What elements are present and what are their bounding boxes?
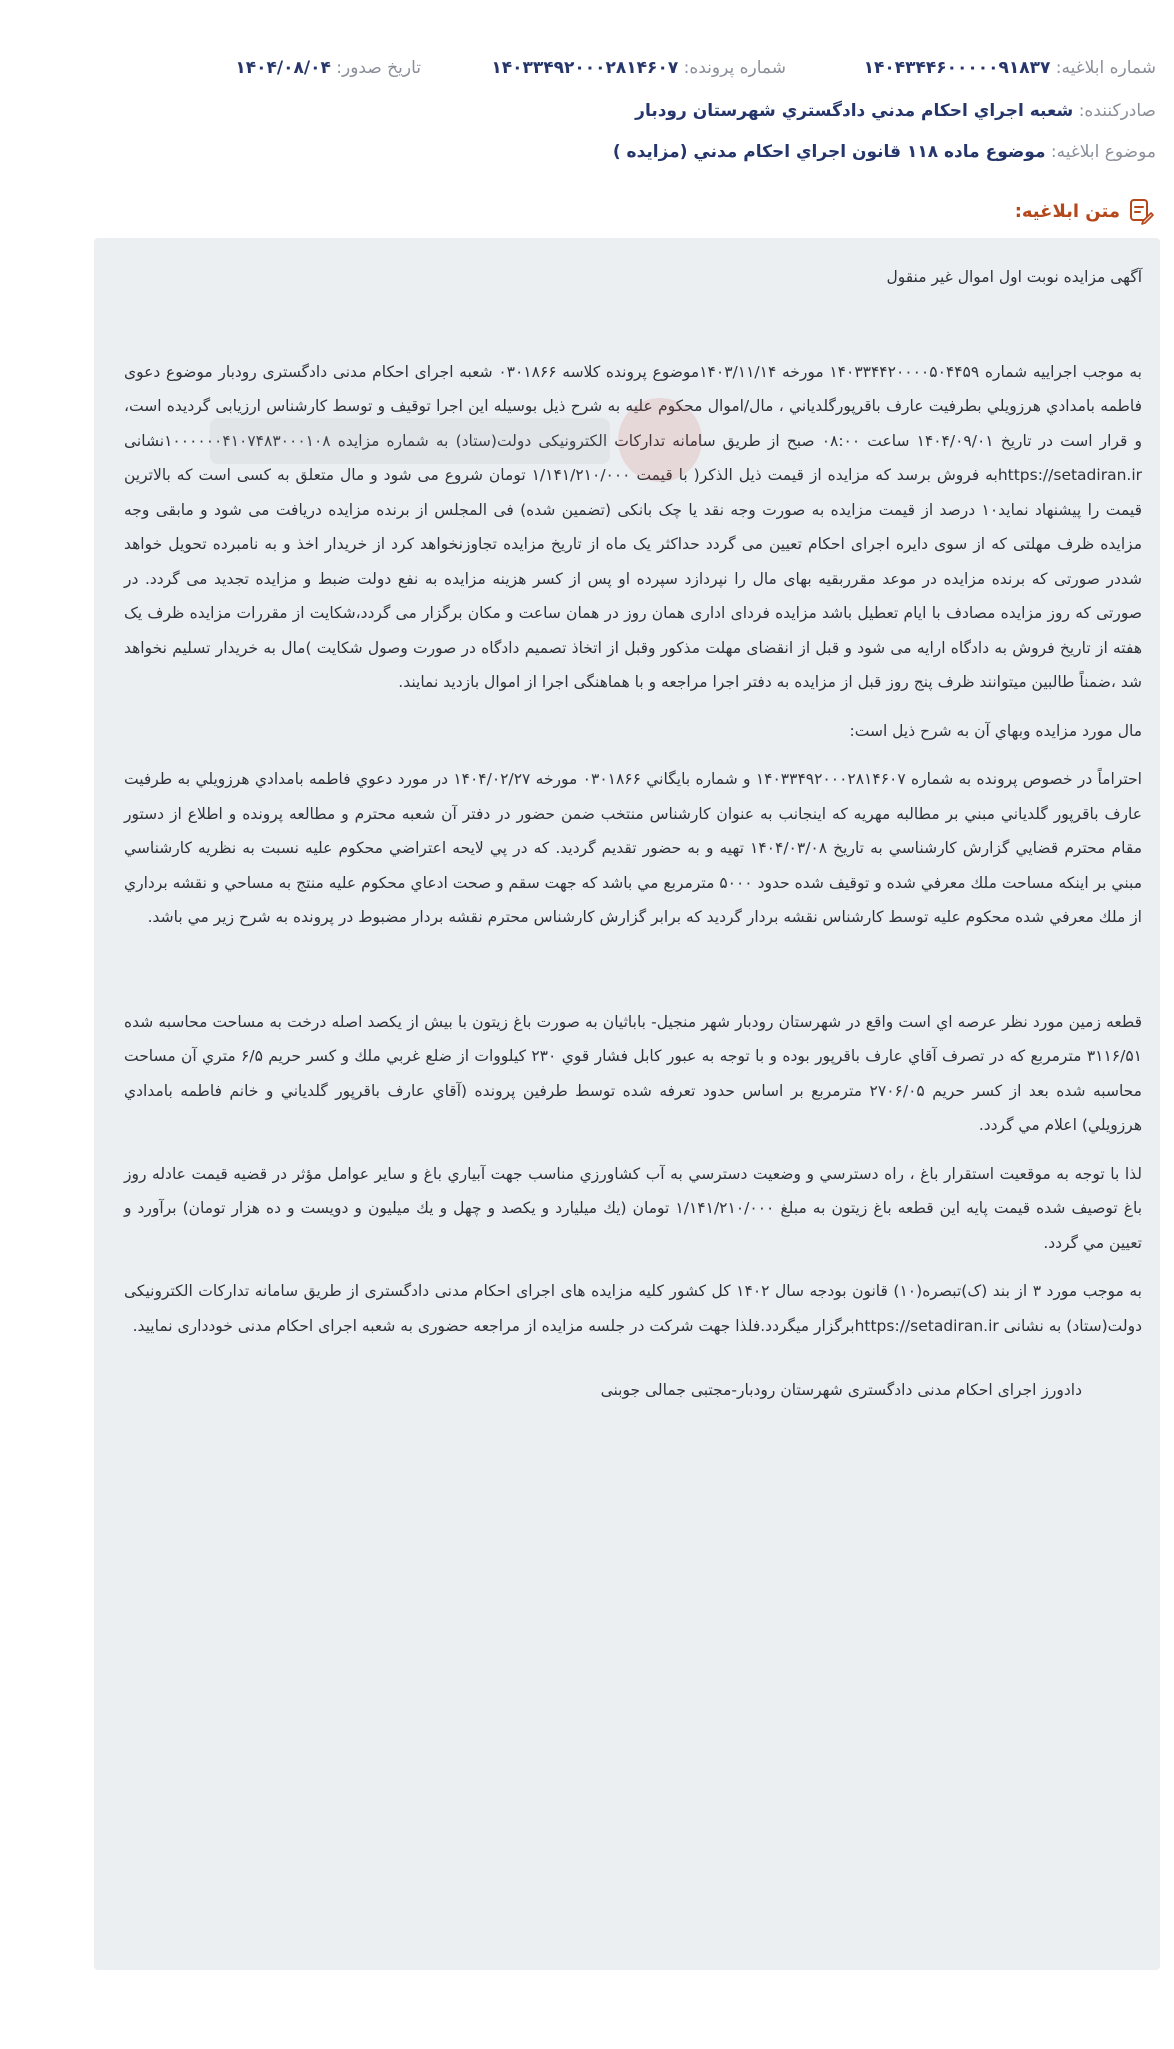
subject-label: موضوع ابلاغیه: bbox=[1050, 142, 1156, 162]
issue-date-value: ۱۴۰۴/۰۸/۰۴ bbox=[235, 58, 331, 78]
notice-text-title: متن ابلاغیه: bbox=[1014, 200, 1120, 222]
signature-line: دادورز اجرای احکام مدنی دادگستری شهرستان رودبار-مجتبی جمالی جوبنی bbox=[600, 1381, 1082, 1399]
paragraph-auction-terms: به موجب اجراییه شماره ۱۴۰۳۳۴۴۲۰۰۰۰۵۰۴۴۵۹ مورخه ۱۴۰۳/۱۱/۱۴موضوع پرونده کلاسه ۰۳۰۱۸۶۶ شعبه اجرای احکام مدنی دادگستری رودبار موضوع دعوی فاطمه بامدادي هرزويلي بطرفيت عارف باقرپورگلدياني ، مال/اموال محکوم علیه به شرح ذیل بوسیله این اجرا توقیف و توسط کارشناس ارزیابی گردیده است، و قرار است در تاریخ ۱۴۰۴/۰۹/۰۱ ساعت ۰۸:۰۰ صبح از طریق سامانه تدارکات الکترونیکی دولت(ستاد) به شماره مزایده ۱۰۰۰۰۰۰۴۱۰۷۴۸۳۰۰۰۱۰۸نشانی https://setadiran.irبه فروش برسد که مزایده از قیمت ذیل الذکر( با قیمت ۱/۱۴۱/۲۱۰/۰۰۰ تومان شروع می شود و مال متعلق به کسی است که بالاترین قیمت را پیشنهاد نماید۱۰ درصد از قیمت مزایده به صورت وجه نقد یا چک بانکی (تضمین شده) فی المجلس از برنده مزایده دریافت می شود و مابقی وجه مزایده ظرف مهلتی که از سوی دایره اجرای احکام تعیین می گردد حداکثر یک ماه از تاریخ مزایده تجاوزنخواهد کرد از خریدار اخذ و به نامبرده تحویل خواهد شددر صورتی که برنده مزایده در موعد مقرربقیه بهای مال را نپردازد سپرده او پس از کسر هزینه مزایده به نفع دولت ضبط و مزایده تجدید می گردد. در صورتی که روز مزایده مصادف با ایام تعطیل باشد مزایده فردای اداری همان روز در همان ساعت و مکان برگزار می گردد،شکایت از مقررات مزایده ظرف یک هفته از تاریخ فروش به دادگاه ارایه می شود و قبل از انقضای مهلت مذکور وقبل از اتخاذ تصمیم دادگاه در صورت وصول شکایت )مال به خریدار تسلیم نخواهد شد ،ضمناً طالبین میتوانند ظرف پنج روز قبل از مزایده به دفتر اجرا مراجعه و با هماهنگی اجرا از اموال بازدید نمایند. bbox=[124, 362, 1143, 691]
notice-number-field bbox=[864, 56, 1156, 80]
document-edit-icon bbox=[1128, 197, 1154, 225]
issue-date-label: تاریخ صدور: bbox=[336, 58, 421, 78]
case-number-field bbox=[491, 56, 786, 80]
issuer-value: شعبه اجراي احكام مدني دادگستري شهرستان رودبار bbox=[635, 101, 1074, 121]
subject-row bbox=[40, 140, 1156, 164]
notice-heading: آگهی مزایده نوبت اول اموال غیر منقول bbox=[886, 268, 1142, 286]
paragraph-valuation: لذا با توجه به موقعيت استقرار باغ ، راه دسترسي و وضعيت دسترسي به آب كشاورزي مناسب جهت آبياري باغ و ساير عوامل مؤثر در قضيه قيمت عادله روز باغ توصيف شده قيمت پايه اين قطعه باغ زيتون به مبلغ ۱/۱۴۱/۲۱۰/۰۰۰ تومان (يك ميليارد و يكصد و چهل و يك ميليون و دويست و ده هزار تومان) برآورد و تعيين مي گردد. bbox=[124, 1164, 1143, 1252]
case-number-value: ۱۴۰۳۳۴۹۲۰۰۰۲۸۱۴۶۰۷ bbox=[491, 58, 679, 78]
issue-date-field bbox=[235, 56, 421, 80]
paragraph-property-intro: مال مورد مزایده وبهاي آن به شرح ذيل است: bbox=[849, 721, 1142, 740]
subject-value: موضوع ماده ۱۱۸ قانون اجراي احكام مدني (مزایده ) bbox=[612, 142, 1046, 162]
notice-number-value: ۱۴۰۴۳۴۴۶۰۰۰۰۰۹۱۸۳۷ bbox=[863, 58, 1051, 78]
notice-body-panel bbox=[94, 238, 1160, 1970]
paragraph-expert-report: احتراماً در خصوص پرونده به شماره ۱۴۰۳۳۴۹۲۰۰۰۲۸۱۴۶۰۷ و شماره بايگاني ۰۳۰۱۸۶۶ مورخه ۱۴۰۴/۰۲/۲۷ در مورد دعوي فاطمه بامدادي هرزويلي به طرفيت عارف باقرپور گلدياني مبني بر مطالبه مهريه كه اينجانب به عنوان كارشناس منتخب ضمن حضور در دفتر آن شعبه محترم و مطالعه پرونده و اطلاع از دستور مقام محترم قضايي گزارش كارشناسي به تاريخ ۱۴۰۴/۰۳/۰۸ تهيه و به حضور تقديم گرديد. كه در پي لايحه اعتراضي محكوم عليه نسبت به نظريه كارشناسي مبني بر اينكه مساحت ملك معرفي شده و توقيف شده حدود ۵۰۰۰ مترمربع مي باشد كه جهت سقم و صحت ادعاي محكوم عليه منتج به مساحي و نقشه برداري از ملك معرفي شده محكوم عليه توسط كارشناس نقشه بردار گرديد كه برابر گزارش كارشناس محترم نقشه بردار مضبوط در پرونده به شرح زير مي باشد. bbox=[124, 770, 1142, 926]
issuer-label: صادرکننده: bbox=[1078, 101, 1156, 121]
notice-text-heading bbox=[1015, 196, 1154, 226]
issuer-row bbox=[40, 99, 1156, 123]
paragraph-online-auction: به موجب مورد ۳ از بند (ک)تبصره(۱۰) قانون بودجه سال ۱۴۰۲ کل کشور کلیه مزایده های اجرای احکام مدنی دادگستری از طریق سامانه تدارکات الکترونیکی دولت(ستاد) به نشانی https://setadiran.irبرگزار میگردد.فلذا جهت شرکت در جلسه مزایده از مراجعه حضوری به شعبه اجرای احکام مدنی خودداری نمایید. bbox=[124, 1282, 1142, 1335]
paragraph-land-description: قطعه زمين مورد نظر عرصه اي است واقع در شهرستان رودبار شهر منجيل- باباثيان به صورت باغ زيتون با بيش از يكصد اصله درخت به مساحت محاسبه شده ۳۱۱۶/۵۱ مترمربع كه در تصرف آقاي عارف باقرپور بوده و با توجه به عبور كابل فشار قوي ۲۳۰ كيلووات از ضلع غربي ملك و كسر حريم ۶/۵ متري آن مساحت محاسبه شده بعد از كسر حريم ۲۷۰۶/۰۵ مترمربع بر اساس حدود تعرفه شده توسط طرفين پرونده (آقاي عارف باقرپور گلدياني و خانم فاطمه بامدادي هرزويلي) اعلام مي گردد. bbox=[124, 1012, 1142, 1134]
case-number-label: شماره پرونده: bbox=[683, 58, 786, 78]
notice-number-label: شماره ابلاغیه: bbox=[1055, 58, 1156, 78]
